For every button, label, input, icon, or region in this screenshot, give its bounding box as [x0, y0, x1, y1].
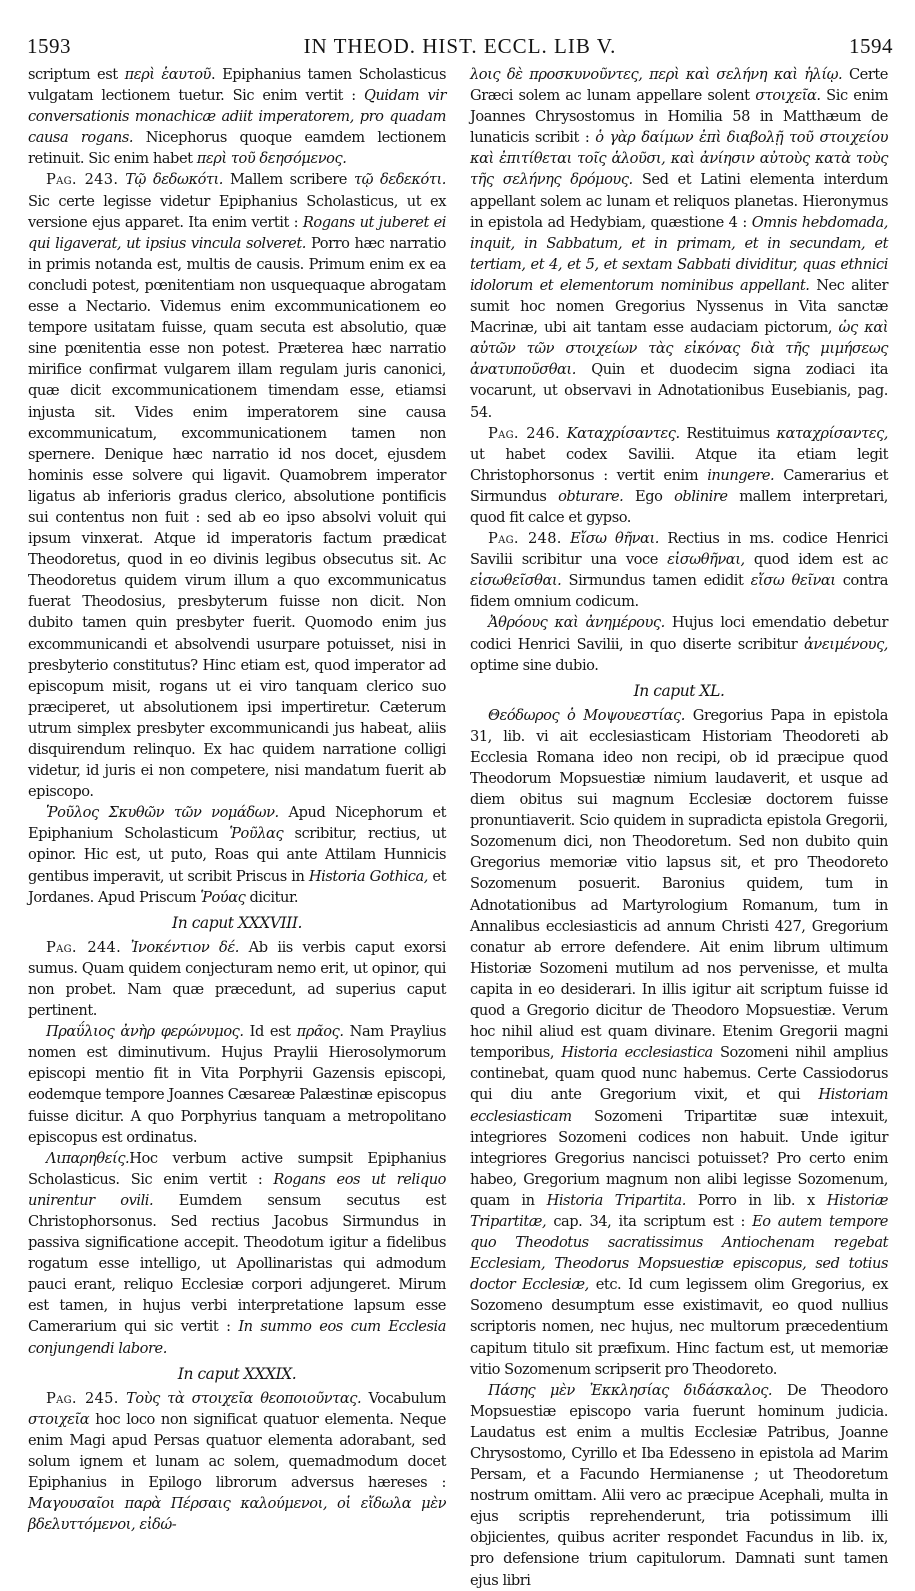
- greek-lemma: Ἀθρόους καὶ ἀνημέρους.: [488, 614, 665, 632]
- text: Mallem scribere: [223, 171, 354, 189]
- text: Nec aliter sumit hoc nomen Gregorius Nyssenus in Vita sanctæ Macrinæ, ubi ait tantam esse audaciam pictorum,: [470, 276, 888, 337]
- text: Gregorius Papa in epistola 31, lib. vi ait ecclesiasticam Historiam Theodoreti ab Ecclesia Romana ideo non recipi, ob id præcipue quod Theodorum Mopsuestiæ nimium laudaverit, et usque ad diem obitus sui magnum Ecclesiæ doctorem fuisse pronuntiaverit. Scio quidem in supradicta epistola Gregorii, Sozomenum dici, non Theodoretum. Sed non dubito quin Gregorius memoriæ vitio lapsus sit, et pro Theodoreto Sozomenum posuerit. Baronius quidem, tum in Adnotationibus ad Martyrologium Romanum, tum in Annalibus ecclesiasticis ad annum Christi 427, Gregorium conatur ab errore defendere. Ait enim librum ultimum Historiæ Sozomeni mutilum ad nos pervenisse, et multa capita in eo desiderari. In illis igitur ait scriptum fuisse id quod a Gregorio dicitur de Theodoro Mopsuestiæ. Verum hoc nihil aliud est quam divinare. Etenim Gregorii magni temporibus,: [470, 706, 889, 1062]
- text: quod idem est ac: [744, 551, 888, 569]
- greek-text: πρᾶος.: [296, 1023, 344, 1041]
- greek-text: περὶ τοῦ δεησόμενος.: [196, 150, 347, 168]
- quotation: inungere.: [707, 466, 775, 484]
- left-column: [28, 64, 446, 1534]
- text: et Jordanes. Apud Priscum: [28, 867, 446, 906]
- text: . Epiphanius tamen Scholasticus vulgatam lectionem tuetur. Sic enim vertit :: [28, 66, 446, 105]
- paragraph: [470, 612, 888, 675]
- greek-text: ἀνειμένους,: [804, 635, 888, 653]
- text: Sozomeni Tripartitæ suæ intexuit, integriores Sozomeni codices non habuit. Unde igitur integriores Gregorius nancisci potuisset? Pro certo enim habeo, Gregorium magnum non alibi legisse Sozomenum, quam in: [470, 1107, 888, 1209]
- greek-lemma: Λιπαρηθείς.: [46, 1149, 130, 1167]
- text: Eumdem sensum secutus est Christophorsonus. Sed rectius Jacobus Sirmundus in passiva significatione accepit. Theodotum igitur a fidelibus rogatum esse intelligo, ut Apollinaristas qui admodum pauci erant, reliquo Ecclesiæ corpori adjungeret. Mirum est tamen, in hujus verbi interpretatione lapsum esse Camerarium qui sic vertit :: [28, 1191, 446, 1336]
- greek-lemma: Ῥοῦλος Σκυθῶν τῶν νομάδων.: [46, 804, 279, 822]
- text: Sozomeni nihil amplius continebat, quam quod nunc habemus. Certe Cassiodorus qui diu ante Gregorium vixit, et qui: [470, 1044, 888, 1104]
- book-title: Historia Tripartita.: [546, 1191, 686, 1209]
- paragraph: [28, 802, 446, 907]
- page-ref: Pag. 245.: [46, 1389, 119, 1407]
- greek-text: ὁ γὰρ δαίμων ἐπὶ διαβολῇ τοῦ στοιχείου καὶ ἐπιτίθεται τοῖς ἁλοῦσι, καὶ ἀνίησιν αὐτοὺς κατὰ τοὺς τῆς σελήνης δρόμους.: [470, 129, 888, 189]
- quotation: In summo eos cum Ecclesia conjungendi labore.: [28, 1318, 446, 1357]
- text: scriptum est: [28, 66, 125, 83]
- paragraph: [28, 937, 446, 1021]
- quotation: Omnis hebdomada, inquit, in Sabbatum, et in primam, et in secundam, et tertiam, et 4, et 5, et sextam Sabbati dividitur, quas ethnici idolorum et elementorum nominibus appellant.: [470, 213, 888, 294]
- paragraph: [470, 1380, 888, 1591]
- text: scribitur, rectius, ut opinor. Hic est, ut puto, Roas qui ante Attilam Hunnicis gentibus imperavit, ut scribit Priscus in: [28, 825, 446, 885]
- section-heading: In caput XL.: [633, 681, 725, 700]
- greek-lemma: Καταχρίσαντες.: [560, 424, 680, 442]
- text: contra fidem omnium codicum.: [470, 572, 888, 611]
- quotation: Rogans eos ut reliquo unirentur ovili.: [28, 1170, 446, 1209]
- paragraph: [28, 1388, 446, 1536]
- page-ref: Pag. 244.: [46, 938, 122, 956]
- greek-text: εἰσωθῆναι,: [667, 551, 745, 569]
- paragraph: [470, 528, 888, 612]
- text: Camerarius et Sirmundus: [470, 466, 889, 505]
- quotation: Quidam vir conversationis monachicæ adiit imperatorem, pro quadam causa rogans.: [28, 87, 446, 147]
- greek-text: Ῥούας: [200, 888, 246, 906]
- text: Porro hæc narratio in primis notanda est, multis de causis. Primum enim ex ea concludi potest, pœnitentiam non usquequaque abrogatam esse a Nectario. Videmus enim excommunicationem eo tempore usitatam fuisse, quam secuta est absolutio, quæ sine pœnitentia esse non potest. Præterea hæc narratio mirifice confirmat vulgarem illam regulam juris canonici, quæ dicit excommunicationem timendam esse, etiamsi injusta sit. Vides enim imperatorem sine causa excommunicatum, excommunicationem tamen non spernere. Denique hæc narratio id nos docet, ejusdem hominis esse solvere qui ligavit. Quamobrem imperator ligatus ab inferioris gradus clerico, absolutione pontificis sui contentus non fuit : sed ab eo ipso absolvi voluit qui ipsum vinxerat. Atque id imperatoris factum prædicat Theodoretus, quod in eo divinis legibus obsecutus sit. Ac Theodoretus quidem virum illum a quo excommunicatus fuerat Theodosius, presbyterum fuisse non dicit. Non dubito tamen quin presbyter fuerit. Quomodo enim jus excommunicandi et absolvendi usurpare potuisset, nisi in presbyterio constitutus? Hinc etiam est, quod imperator ad episcopum misit, rogans ut ei viro tanquam clerico suo præciperet, ut absolutionem ipsi impertiretur. Cæterum utrum simplex presbyter excommunicandi jus habeat, aliis disquirendum relinquo. Ex hac quidem narratione colligi videtur, id juris ei non competere, nisi mandatum fuerit ab episcopo.: [28, 234, 447, 801]
- paragraph: [470, 705, 888, 1380]
- greek-text: τῷ δεδεκότι.: [353, 171, 446, 189]
- text: Sic certe legisse videtur Epiphanius Scholasticus, ut ex versione ejus apparet. Ita enim vertit :: [28, 192, 446, 231]
- quotation: Rogans ut juberet ei qui ligaverat, ut ipsius vincula solveret.: [28, 213, 446, 252]
- greek-lemma: Πραΰλιος ἀνὴρ φερώνυμος.: [46, 1023, 244, 1041]
- quotation: oblinire: [674, 487, 728, 505]
- text: Porro in lib. x: [685, 1191, 827, 1209]
- paragraph: [28, 64, 446, 169]
- text: Id est: [243, 1023, 297, 1041]
- running-title: IN THEOD. HIST. ECCL. LIB V.: [303, 34, 617, 58]
- greek-text: εἴσω θεῖναι: [750, 572, 836, 590]
- text: De Theodoro Mopsuestiæ episcopo varia fuerunt hominum judicia. Laudatus est enim a multis Ecclesiæ Patribus, Joanne Chrysostomo, Cyrillo et Iba Edesseno in epistola ad Marim Persam, et a Facundo Hermianense ; ut Theodoretum nostrum omittam. Alii vero ac præcipue Acephali, multa in ejus scriptis reprehenderunt, tria potissimum illi objicientes, quibus acriter respondet Facundus in lib. ix, pro defensione trium capitulorum. Damnati sunt tamen ejus libri: [470, 1381, 888, 1589]
- section-heading: In caput XXXIX.: [177, 1364, 297, 1383]
- paragraph: [470, 64, 888, 423]
- text: Sed et Latini elementa interdum appellant solem ac lunam et reliquos planetas. Hieronymus in epistola ad Hedybiam, quæstione 4 :: [470, 171, 889, 231]
- quotation: Eo autem tempore quo Theodotus sacratissimus Antiochenam regebat Ecclesiam, Theodorus Mopsuestiæ episcopus, sed totius doctor Ecclesiæ,: [470, 1212, 888, 1294]
- page-ref: Pag. 243.: [46, 171, 119, 189]
- right-column: [470, 64, 889, 1589]
- greek-text: καταχρίσαντες,: [776, 424, 888, 442]
- paragraph: [28, 1021, 446, 1148]
- text: Apud Nicephorum et Epiphanium Scholasticum: [28, 804, 446, 843]
- page-header: [27, 34, 893, 62]
- greek-text: λοις δὲ προσκυνοῦντες, περὶ καὶ σελήνη καὶ ἡλίῳ.: [470, 66, 843, 83]
- greek-text: Μαγουσαῖοι παρὰ Πέρσαις καλούμενοι, οἱ εἴδωλα μὲν βδελυττόμενοι, εἰδώ-: [28, 1495, 446, 1534]
- text: hoc loco non significat quatuor elementa. Neque enim Magi apud Persas quatuor elementa adorabant, sed solum ignem et lunam ac solem, quemadmodum docet Epiphanius in Epilogo librorum adversus hæreses :: [28, 1410, 446, 1491]
- greek-text: Ῥοῦλας: [229, 825, 284, 843]
- book-title: Historiam ecclesiasticam: [470, 1086, 888, 1125]
- page-number-left: 1593: [27, 34, 71, 58]
- text: Certe Græci solem ac lunam appellare solent: [470, 66, 888, 105]
- greek-lemma: Θεόδωρος ὁ Μοψουεστίας.: [488, 706, 685, 724]
- text: Hoc verbum active sumpsit Epiphanius Scholasticus. Sic enim vertit :: [28, 1149, 446, 1188]
- text: Ab iis verbis caput exorsi sumus. Quam quidem conjecturam nemo erit, ut opinor, qui non probet. Nam quæ præcedunt, ad superius caput pertinent.: [28, 938, 446, 1020]
- text: Hujus loci emendatio debetur codici Henrici Savilii, in quo diserte scribitur: [470, 614, 888, 653]
- page-number-right: 1594: [849, 34, 893, 58]
- text: Nicephorus quoque eamdem lectionem retinuit. Sic enim habet: [28, 129, 446, 168]
- greek-lemma: Πάσης μὲν Ἐκκλησίας διδάσκαλος.: [488, 1381, 773, 1399]
- text: optime sine dubio.: [470, 656, 599, 674]
- greek-lemma: Τῷ δεδωκότι.: [118, 171, 223, 189]
- paragraph: [28, 1148, 446, 1359]
- text: Restituimus: [679, 424, 777, 442]
- text: Sic enim Joannes Chrysostomus in Homilia 58 in Matthæum de lunaticis scribit :: [470, 87, 888, 147]
- text: Sirmundus tamen edidit: [561, 572, 751, 590]
- section-heading: In caput XXXVIII.: [172, 913, 302, 932]
- text: cap. 34, ita scriptum est :: [546, 1212, 753, 1230]
- text: mallem interpretari, quod fit calce et gypso.: [470, 487, 889, 526]
- greek-text: στοιχεῖα.: [755, 87, 821, 105]
- greek-lemma: Τοὺς τὰ στοιχεῖα θεοποιοῦντας.: [118, 1389, 362, 1407]
- page-ref: Pag. 248.: [488, 530, 562, 548]
- text: Nam Praylius nomen est diminutivum. Hujus Praylii Hierosolymorum episcopi mentio fit in Vita Porphyrii Gazensis episcopi, eodemque tempore Joannes Cæsareæ Palæstinæ episcopus fuisse dicitur. A quo Porphyrius tanquam a metropolitano episcopus est ordinatus.: [28, 1023, 446, 1146]
- book-title: Historia Gothica,: [308, 867, 428, 885]
- quotation: obturare.: [558, 487, 624, 505]
- greek-lemma: Εἴσω θῆναι.: [561, 530, 659, 548]
- paragraph: [470, 423, 888, 528]
- text: etc. Id cum legissem olim Gregorius, ex Sozomeno desumptum esse existimavit, eo quod nullius scriptoris nomen, nec hujus, nec multorum præcedentium capitum titulo sit præfixum. Hinc factum est, ut memoriæ vitio Sozomenum scripserit pro Theodoreto.: [470, 1276, 889, 1378]
- paragraph: [28, 169, 446, 802]
- greek-text: περὶ ἑαυτοῦ: [124, 66, 211, 83]
- text: ut habet codex Savilii. Atque ita etiam legit Christophorsonus : vertit enim: [470, 445, 888, 484]
- greek-text: στοιχεῖα: [28, 1410, 90, 1428]
- greek-text: εἰσωθεῖσθαι.: [470, 572, 562, 590]
- text: Rectius in ms. codice Henrici Savilii scribitur una voce: [470, 530, 888, 569]
- book-title: Historia ecclesiastica: [561, 1044, 713, 1062]
- text: Quin et duodecim signa zodiaci ita vocarunt, ut observavi in Adnotationibus Eusebianis, pag. 54.: [470, 361, 888, 421]
- greek-text: ὡς καὶ αὐτῶν τῶν στοιχείων τὰς εἰκόνας διὰ τῆς μιμήσεως ἀνατυποῦσθαι.: [470, 319, 888, 379]
- text: Vocabulum: [361, 1389, 446, 1407]
- greek-lemma: Ἰνοκέντιον δέ.: [121, 938, 239, 956]
- text: Ego: [623, 487, 675, 505]
- page-ref: Pag. 246.: [488, 424, 561, 442]
- text: dicitur.: [245, 888, 299, 906]
- book-title: Historiæ Tripartitæ,: [470, 1191, 888, 1230]
